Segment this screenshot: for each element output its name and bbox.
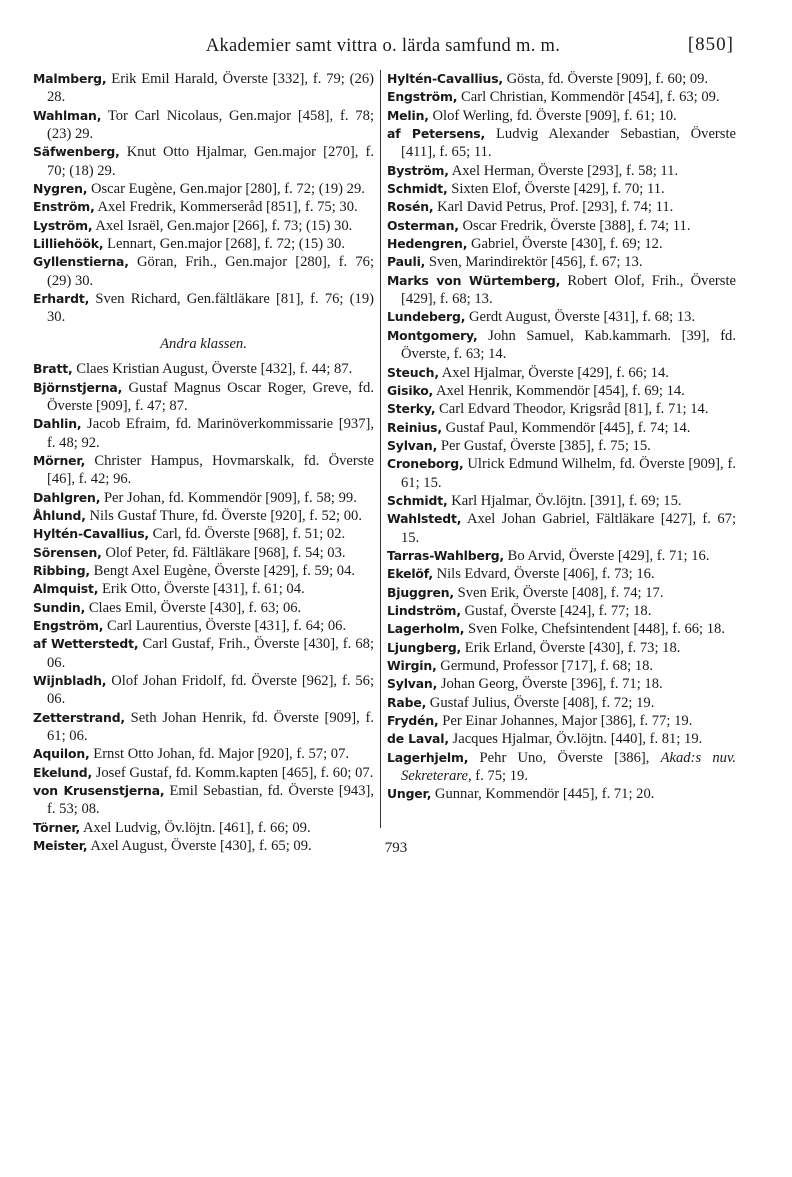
member-name: Wahlstedt,	[387, 511, 462, 527]
member-details: Gerdt August, Överste [431], f. 68; 13.	[468, 309, 696, 326]
list-item	[33, 217, 374, 235]
member-name: Sylvan,	[387, 676, 438, 692]
member-details: Per Gustaf, Överste [385], f. 75; 15.	[440, 437, 651, 454]
member-name: Almquist,	[33, 581, 99, 597]
list-item	[387, 785, 736, 803]
list-item	[387, 180, 736, 198]
member-details: Josef Gustaf, fd. Komm.kapten [465], f. 60; 07.	[95, 764, 374, 781]
member-name: Marks von Würtemberg,	[387, 272, 561, 288]
member-details: Oscar Fredrik, Överste [388], f. 74; 11.	[462, 217, 691, 234]
member-details: Jacques Hjalmar, Öv.löjtn. [440], f. 81; 19.	[452, 731, 703, 748]
member-name: Malmberg,	[33, 71, 107, 86]
member-details: Per Johan, fd. Kommendör [909], f. 58; 99.	[103, 489, 357, 506]
member-name: Melin,	[387, 107, 429, 123]
list-item	[33, 415, 374, 452]
list-item	[387, 198, 736, 216]
member-name: Rabe,	[387, 694, 427, 710]
member-details: Gabriel, Överste [430], f. 69; 12.	[470, 236, 663, 253]
member-details: Karl David Petrus, Prof. [293], f. 74; 11.	[437, 199, 674, 216]
member-details: Pehr Uno, Överste [386],	[479, 749, 650, 766]
member-name: Lagerhjelm,	[387, 749, 469, 765]
list-item	[387, 70, 736, 88]
member-details: Ernst Otto Johan, fd. Major [920], f. 57; 07.	[93, 746, 350, 763]
member-name: Sylvan,	[387, 437, 438, 453]
member-details: Nils Gustaf Thure, fd. Överste [920], f. 52; 00.	[89, 507, 362, 524]
member-name: Montgomery,	[387, 327, 478, 343]
member-name: Croneborg,	[387, 456, 464, 472]
member-name: Björnstjerna,	[33, 379, 123, 395]
member-name: Sörensen,	[33, 544, 102, 560]
member-details: Robert Olof, Frih., Överste [429], f. 68; 13.	[401, 272, 736, 308]
list-item	[33, 525, 374, 543]
member-name: Erhardt,	[33, 291, 90, 307]
list-item	[33, 782, 374, 819]
list-item	[33, 709, 374, 746]
list-item	[33, 672, 374, 709]
list-item	[387, 749, 736, 786]
list-item	[387, 675, 736, 693]
member-details: Axel Fredrik, Kommerseråd [851], f. 75; 30.	[97, 199, 358, 216]
member-details: Ludvig Alexander Sebastian, Överste [411], f. 65; 11.	[401, 126, 736, 161]
list-item	[387, 400, 736, 418]
member-details: Knut Otto Hjalmar, Gen.major [270], f. 70; (18) 29.	[47, 144, 374, 179]
member-name: Engström,	[33, 617, 104, 633]
list-item	[33, 107, 374, 144]
member-name: Wahlman,	[33, 107, 102, 123]
member-name: Törner,	[33, 819, 81, 835]
list-item	[387, 455, 736, 492]
member-details: Tor Carl Nicolaus, Gen.major [458], f. 78; (23) 29.	[47, 107, 374, 143]
list-item	[387, 88, 736, 106]
list-item	[387, 162, 736, 180]
member-name: Tarras-Wahlberg,	[387, 547, 504, 563]
member-details: Olof Peter, fd. Fältläkare [968], f. 54; 03.	[105, 544, 346, 561]
member-name: af Wetterstedt,	[33, 636, 139, 652]
member-name: Lyström,	[33, 217, 93, 233]
member-name: Hyltén-Cavallius,	[387, 71, 503, 86]
member-name: Hedengren,	[387, 236, 468, 252]
member-name: Wijnbladh,	[33, 673, 107, 688]
member-details: Germund, Professor [717], f. 68; 18.	[440, 658, 654, 674]
member-details: Bengt Axel Eugène, Överste [429], f. 59; 04.	[93, 562, 356, 579]
member-details: Christer Hampus, Hovmarskalk, fd. Överste [46], f. 42; 96.	[47, 452, 374, 488]
member-name: Engström,	[387, 89, 458, 105]
member-details: Gustaf Julius, Överste [408], f. 72; 19.	[429, 694, 655, 711]
second-class-list	[33, 360, 374, 855]
member-name: Gyllenstierna,	[33, 254, 129, 270]
list-item	[387, 382, 736, 400]
member-details: Sven Erik, Överste [408], f. 74; 17.	[457, 584, 664, 601]
list-item	[33, 819, 374, 837]
list-item	[33, 290, 374, 327]
member-name: Schmidt,	[387, 181, 448, 197]
member-details: Axel Israël, Gen.major [266], f. 73; (15) 30.	[95, 217, 353, 234]
page-number: 793	[384, 840, 408, 856]
right-column	[387, 70, 736, 804]
member-name: Schmidt,	[387, 492, 448, 508]
member-name: Bjuggren,	[387, 584, 454, 600]
list-item	[387, 657, 736, 675]
member-name: Nygren,	[33, 181, 88, 197]
list-item	[387, 584, 736, 602]
list-item	[33, 635, 374, 672]
member-details: Seth Johan Henrik, fd. Överste [909], f. 61; 06.	[47, 709, 374, 745]
member-details: Erik Otto, Överste [431], f. 61; 04.	[102, 581, 305, 598]
list-item	[387, 602, 736, 620]
member-details: Jacob Efraim, fd. Marinöverkommissarie [937], f. 48; 92.	[47, 416, 374, 451]
member-name: Lundeberg,	[387, 309, 466, 325]
list-item	[387, 107, 736, 125]
member-name: Ribbing,	[33, 562, 90, 578]
member-details: Erik Emil Harald, Överste [332], f. 79; (26) 28.	[47, 71, 374, 106]
member-name: Osterman,	[387, 217, 459, 233]
member-name: Wirgin,	[387, 658, 437, 673]
list-item	[387, 510, 736, 547]
first-class-list	[33, 70, 374, 327]
member-name: Meister,	[33, 838, 88, 854]
list-item	[387, 272, 736, 309]
list-item	[33, 507, 374, 525]
list-item	[33, 617, 374, 635]
member-details-tail: f. 75; 19.	[475, 768, 528, 785]
list-item	[33, 253, 374, 290]
member-name: Reinius,	[387, 419, 442, 435]
member-name: Sterky,	[387, 401, 436, 417]
member-name: Dahlgren,	[33, 489, 101, 505]
member-details: Claes Kristian August, Överste [432], f. 44; 87.	[76, 361, 353, 378]
list-item	[387, 620, 736, 638]
member-details: Claes Emil, Överste [430], f. 63; 06.	[88, 599, 302, 616]
list-item	[33, 235, 374, 253]
list-item	[387, 253, 736, 271]
list-item	[387, 639, 736, 657]
list-item	[387, 235, 736, 253]
list-item	[387, 492, 736, 510]
member-name: Rosén,	[387, 199, 434, 215]
member-name: Byström,	[387, 162, 449, 178]
member-details: Per Einar Johannes, Major [386], f. 77; 19.	[442, 713, 693, 730]
member-details: Axel August, Överste [430], f. 65; 09.	[90, 838, 312, 855]
member-name: Gisiko,	[387, 382, 434, 398]
list-item	[33, 379, 374, 416]
member-details: Axel Herman, Överste [293], f. 58; 11.	[451, 162, 679, 179]
member-name: Aquilon,	[33, 746, 90, 762]
list-item	[387, 364, 736, 382]
member-details: Gösta, fd. Överste [909], f. 60; 09.	[506, 71, 709, 87]
member-details: Erik Erland, Överste [430], f. 73; 18.	[464, 639, 681, 656]
member-details: Emil Sebastian, fd. Överste [943], f. 53; 08.	[47, 783, 375, 818]
member-details: Sven Folke, Chefsintendent [448], f. 66; 18.	[468, 621, 725, 638]
member-details: Gustaf, Överste [424], f. 77; 18.	[464, 602, 652, 619]
list-item	[387, 712, 736, 730]
member-details: Gustaf Paul, Kommendör [445], f. 74; 14.	[445, 419, 691, 436]
member-details: Carl Edvard Theodor, Krigsråd [81], f. 71; 14.	[439, 401, 709, 418]
member-details: Gustaf Magnus Oscar Roger, Greve, fd. Överste [909], f. 47; 87.	[47, 379, 374, 414]
member-details: Carl Christian, Kommendör [454], f. 63; 09.	[461, 89, 720, 106]
member-details: Sven Richard, Gen.fältläkare [81], f. 76; (19) 30.	[47, 291, 374, 326]
running-title: Akademier samt vittra o. lärda samfund m. m.	[205, 36, 561, 56]
list-item	[387, 308, 736, 326]
list-item	[33, 562, 374, 580]
member-name: af Petersens,	[387, 126, 486, 142]
member-name: von Krusenstjerna,	[33, 783, 165, 799]
member-details: Oscar Eugène, Gen.major [280], f. 72; (19) 29.	[90, 181, 365, 198]
list-item	[33, 70, 374, 107]
member-details: Axel Ludvig, Öv.löjtn. [461], f. 66; 09.	[82, 819, 311, 836]
column-divider	[380, 70, 381, 828]
list-item	[33, 180, 374, 198]
list-item	[33, 599, 374, 617]
page-reference: [850]	[687, 34, 734, 55]
member-name: Sundin,	[33, 599, 86, 615]
member-title-italic: Akad:s nuv. Sekreterare,	[401, 749, 736, 785]
member-details: Axel Henrik, Kommendör [454], f. 69; 14.	[435, 382, 685, 399]
member-details: Carl Laurentius, Överste [431], f. 64; 06.	[107, 617, 347, 634]
member-name: Hyltén-Cavallius,	[33, 526, 149, 542]
member-name: Lilliehöök,	[33, 236, 104, 252]
list-item	[33, 544, 374, 562]
member-details: Johan Georg, Överste [396], f. 71; 18.	[440, 676, 663, 693]
member-details: Olof Johan Fridolf, fd. Överste [962], f. 56; 06.	[47, 673, 374, 708]
member-details: Sven, Marindirektör [456], f. 67; 13.	[428, 254, 643, 271]
list-item	[387, 730, 736, 748]
member-details: Lennart, Gen.major [268], f. 72; (15) 30.	[107, 236, 345, 253]
member-name: Dahlin,	[33, 416, 82, 432]
member-name: Enström,	[33, 199, 95, 215]
member-name: Åhlund,	[33, 507, 86, 523]
member-details: Bo Arvid, Överste [429], f. 71; 16.	[507, 547, 710, 564]
left-column	[33, 70, 374, 855]
member-details: Carl, fd. Överste [968], f. 51; 02.	[152, 526, 346, 543]
list-item	[33, 764, 374, 782]
member-name: Säfwenberg,	[33, 144, 120, 160]
member-name: Pauli,	[387, 254, 426, 270]
list-item	[387, 419, 736, 437]
member-list-continued	[387, 70, 736, 749]
list-item	[387, 327, 736, 364]
member-name: Frydén,	[387, 713, 439, 729]
member-name: Steuch,	[387, 364, 439, 380]
member-details: Göran, Frih., Gen.major [280], f. 76; (29) 30.	[47, 254, 374, 289]
list-item	[33, 580, 374, 598]
member-details: Olof Werling, fd. Överste [909], f. 61; 10.	[432, 107, 677, 124]
member-name: Ekelund,	[33, 764, 93, 780]
member-name: Zetterstrand,	[33, 709, 125, 725]
member-details: Carl Gustaf, Frih., Överste [430], f. 68; 06.	[47, 636, 375, 671]
member-name: Unger,	[387, 786, 432, 802]
list-item	[387, 125, 736, 162]
list-item	[387, 437, 736, 455]
member-details: John Samuel, Kab.kammarh. [39], fd. Överste, f. 63; 14.	[401, 327, 736, 363]
list-item	[387, 565, 736, 583]
member-details: Karl Hjalmar, Öv.löjtn. [391], f. 69; 15.	[451, 492, 682, 509]
list-item	[387, 547, 736, 565]
list-item	[33, 489, 374, 507]
member-name: Bratt,	[33, 361, 73, 377]
list-item	[33, 143, 374, 180]
section-heading: Andra klassen.	[160, 335, 247, 352]
member-name: Lagerholm,	[387, 621, 465, 637]
list-item	[33, 360, 374, 378]
member-name: Ljungberg,	[387, 639, 462, 655]
member-name: Ekelöf,	[387, 566, 433, 582]
member-details: Axel Hjalmar, Överste [429], f. 66; 14.	[441, 364, 669, 381]
member-details: Gunnar, Kommendör [445], f. 71; 20.	[434, 786, 655, 803]
list-item	[387, 694, 736, 712]
list-item	[33, 452, 374, 489]
list-item	[33, 198, 374, 216]
member-name: Mörner,	[33, 452, 86, 468]
list-item	[387, 217, 736, 235]
member-name: Lindström,	[387, 602, 461, 618]
member-details: Ulrick Edmund Wilhelm, fd. Överste [909], f. 61; 15.	[401, 456, 737, 491]
member-details: Nils Edvard, Överste [406], f. 73; 16.	[436, 566, 655, 583]
list-item	[33, 745, 374, 763]
member-name: de Laval,	[387, 731, 449, 747]
page-header	[32, 36, 734, 60]
member-details: Axel Johan Gabriel, Fältläkare [427], f. 67; 15.	[401, 511, 736, 546]
member-details: Sixten Elof, Överste [429], f. 70; 11.	[451, 181, 665, 198]
